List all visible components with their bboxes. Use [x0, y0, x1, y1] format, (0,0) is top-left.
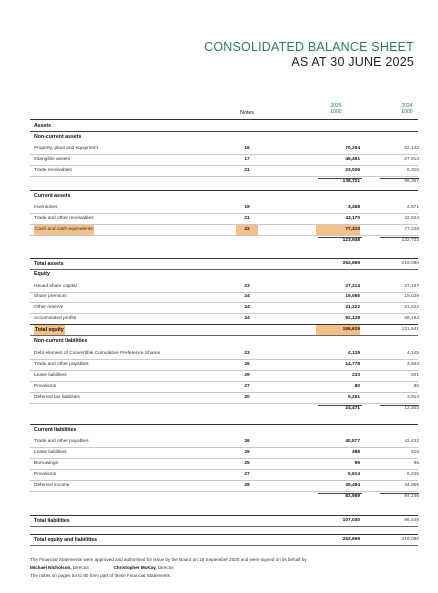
value-2024: 96,367: [404, 179, 419, 184]
subtotal-rule: [318, 178, 362, 179]
value-2024: 96,449: [404, 518, 419, 523]
row-label: Equity: [34, 271, 50, 277]
value-2024: 80: [413, 384, 419, 389]
subtotal-rule: [380, 405, 419, 406]
value-2025: 155,629: [316, 325, 360, 335]
row-label: Deferred tax liabilities: [34, 395, 80, 400]
table-row: [30, 191, 418, 201]
year-2024-column-header: [394, 103, 420, 115]
row-label: Deferred income: [34, 483, 70, 488]
row-label: Cash and cash equivalents: [34, 225, 94, 235]
note-ref: 16: [244, 146, 250, 151]
value-2025: 5,614: [347, 472, 360, 477]
table-row: [30, 516, 418, 526]
value-2024: 3,914: [406, 395, 419, 400]
value-2025: 15,065: [345, 294, 360, 299]
subtotal-rule: [380, 493, 419, 494]
note-ref: 24: [244, 305, 250, 310]
table-row: [30, 481, 418, 492]
row-label: Share premium: [34, 294, 67, 299]
value-2024: 12,303: [404, 406, 419, 411]
note-ref: 26: [244, 439, 250, 444]
table-row: [30, 121, 418, 131]
table-row: [30, 535, 418, 545]
row-label: Trade and other payables: [34, 362, 89, 367]
row-label: Total equity and liabilities: [34, 537, 98, 543]
table-row: [30, 269, 418, 279]
table-row: [30, 177, 418, 187]
notes-column-header: Notes: [239, 110, 255, 116]
value-2025: 27,214: [345, 284, 360, 289]
row-label: Provisions: [34, 384, 57, 389]
row-label: Issued share capital: [34, 284, 77, 289]
table-row: [30, 404, 418, 414]
value-2025: 21,222: [345, 305, 360, 310]
value-2025: 82,569: [345, 494, 360, 499]
table-row: [30, 470, 418, 481]
note-ref: 28: [244, 483, 250, 488]
subtotal-rule: [380, 178, 419, 179]
value-2024: 27,914: [404, 157, 419, 162]
row-label: Borrowings: [34, 461, 58, 466]
note-ref: 29: [244, 450, 250, 455]
value-2025: 138,721: [342, 179, 360, 184]
table-row: [30, 292, 418, 303]
value-2024: 34,855: [404, 483, 419, 488]
value-2025: 14,778: [345, 362, 360, 367]
row-label: Inventories: [34, 205, 58, 210]
table-row: [30, 236, 418, 246]
value-2024: 84,146: [404, 494, 419, 499]
value-2024: 62,143: [404, 146, 419, 151]
statement-date: AS AT 30 JUNE 2025: [291, 55, 414, 69]
value-2025: 92,128: [345, 316, 360, 321]
row-label: Total liabilities: [34, 518, 70, 524]
value-2024: 77,228: [404, 227, 419, 232]
approval-statement: The Financial Statements were approved and authorised for issue by the Board on 19 September 2025 and were signed on its behalf by: [30, 557, 307, 562]
note-ref: 27: [244, 472, 250, 477]
value-2024: 27,197: [404, 284, 419, 289]
note-ref: 20: [244, 395, 250, 400]
note-ref: 29: [244, 373, 250, 378]
value-2024: 96: [413, 461, 419, 466]
signatories: [30, 564, 174, 571]
signer-1-name: Michael Nicholson,: [30, 565, 72, 570]
year-2025-column-header: [322, 103, 350, 115]
table-row: [30, 360, 418, 371]
value-2024: 42,624: [404, 216, 419, 221]
table-row: [30, 166, 418, 177]
table-row: [30, 336, 418, 346]
signer-2-role: Director: [157, 565, 174, 570]
note-ref: 21: [244, 168, 250, 173]
table-row: [30, 393, 418, 404]
section-rule: [30, 545, 418, 546]
value-2025: 35,494: [345, 483, 360, 488]
table-row: [30, 459, 418, 470]
value-2024: 42,432: [404, 439, 419, 444]
table-row: [30, 425, 418, 435]
row-label: Current liabilities: [34, 427, 77, 433]
table-row: [30, 437, 418, 448]
note-ref: 24: [244, 294, 250, 299]
section-rule: [30, 424, 418, 425]
section-rule: [30, 324, 418, 325]
value-2025: 96: [354, 461, 360, 466]
value-2025: 70,204: [345, 146, 360, 151]
value-2025: 107,040: [342, 518, 360, 523]
note-ref: 23: [244, 284, 250, 289]
row-label: Assets: [34, 123, 52, 129]
subtotal-rule: [380, 237, 419, 238]
table-row: [30, 155, 418, 166]
table-row: [30, 325, 418, 335]
row-label: Total assets: [34, 261, 64, 267]
note-ref: 26: [244, 362, 250, 367]
subtotal-rule: [318, 237, 362, 238]
row-label: Trade receivables: [34, 168, 72, 173]
value-2024: 3,663: [406, 362, 419, 367]
value-2024: 15,028: [404, 294, 419, 299]
value-2025: 262,669: [342, 261, 360, 266]
notes-reference: The notes on pages 54 to 80 form part of these Financial Statements.: [30, 573, 172, 578]
page-title-block: [204, 40, 414, 70]
table-row: [30, 349, 418, 360]
subtotal-rule: [318, 405, 362, 406]
section-rule: [30, 190, 418, 191]
row-label: Lease liabilities: [34, 373, 67, 378]
value-2025: 77,310: [316, 225, 360, 235]
row-label: Provisions: [34, 472, 57, 477]
statement-title: CONSOLIDATED BALANCE SHEET: [204, 40, 414, 54]
value-2024: 518: [410, 450, 419, 455]
subtotal-rule: [318, 493, 362, 494]
row-label: Property, plant and equipment: [34, 146, 98, 151]
row-label: Intangible assets: [34, 157, 71, 162]
signer-2-name: Christopher McKay,: [113, 565, 157, 570]
value-2025: 233: [351, 373, 360, 378]
value-2024: 6,245: [406, 472, 419, 477]
note-ref: 25: [244, 461, 250, 466]
table-row: [30, 144, 418, 155]
year-2024-label: 2024: [401, 103, 413, 109]
section-rule: [30, 515, 418, 516]
table-row: [30, 303, 418, 314]
value-2024: 21,222: [404, 305, 419, 310]
value-2025: 5,251: [347, 395, 360, 400]
table-row: [30, 448, 418, 459]
value-2025: 24,471: [345, 406, 360, 411]
year-2025-label: 2025: [330, 103, 342, 109]
table-row: [30, 492, 418, 502]
note-ref: 19: [244, 205, 250, 210]
table-row: [30, 225, 418, 236]
table-row: [30, 371, 418, 382]
row-label: Lease liabilities: [34, 450, 67, 455]
value-2025: 45,491: [345, 157, 360, 162]
value-2025: 3,468: [347, 205, 360, 210]
year-2025-unit: £000: [330, 109, 342, 115]
note-ref: 22: [236, 225, 258, 235]
value-2024: 121,641: [401, 327, 419, 332]
row-label: Current assets: [34, 193, 71, 199]
row-label: Trade and other receivables: [34, 216, 94, 221]
note-ref: 27: [244, 384, 250, 389]
value-2025: 40,877: [345, 439, 360, 444]
table-row: [30, 131, 418, 142]
note-ref: 21: [244, 216, 250, 221]
row-label: Total equity: [35, 327, 64, 333]
row-label: Other reserve: [34, 305, 64, 310]
row-label: Non-current assets: [34, 134, 82, 140]
table-row: [30, 259, 418, 269]
row-label: Non-current liabilities: [34, 338, 88, 344]
value-2025: 43,170: [345, 216, 360, 221]
value-2025: 488: [351, 450, 360, 455]
value-2024: 218,090: [401, 537, 419, 542]
row-label: Trade and other payables: [34, 439, 89, 444]
value-2024: 6,310: [406, 168, 419, 173]
header-rule: [30, 119, 418, 120]
note-ref: 17: [244, 157, 250, 162]
value-2024: 4,145: [406, 351, 419, 356]
section-rule: [30, 526, 418, 527]
section-rule: [30, 534, 418, 535]
value-2025: 262,669: [342, 537, 360, 542]
section-rule: [30, 258, 418, 259]
value-2024: 219,090: [401, 261, 419, 266]
year-2024-unit: £000: [401, 109, 413, 115]
row-label: Debt element of Convertible Cumulative Preference Shares: [34, 351, 161, 356]
row-label: Accumulated profits: [34, 316, 77, 321]
value-2024: 501: [410, 373, 419, 378]
value-2025: 4,129: [347, 351, 360, 356]
table-row: [30, 382, 418, 393]
note-ref: 23: [244, 351, 250, 356]
value-2025: 123,948: [342, 238, 360, 243]
note-ref: 24: [244, 316, 250, 321]
table-row: [30, 214, 418, 225]
value-2025: 80: [354, 384, 360, 389]
value-2024: 2,871: [406, 205, 419, 210]
value-2024: 122,723: [401, 238, 419, 243]
table-row: [30, 203, 418, 214]
signer-1-role: Director: [72, 565, 89, 570]
value-2024: 58,194: [404, 316, 419, 321]
value-2025: 23,026: [345, 168, 360, 173]
